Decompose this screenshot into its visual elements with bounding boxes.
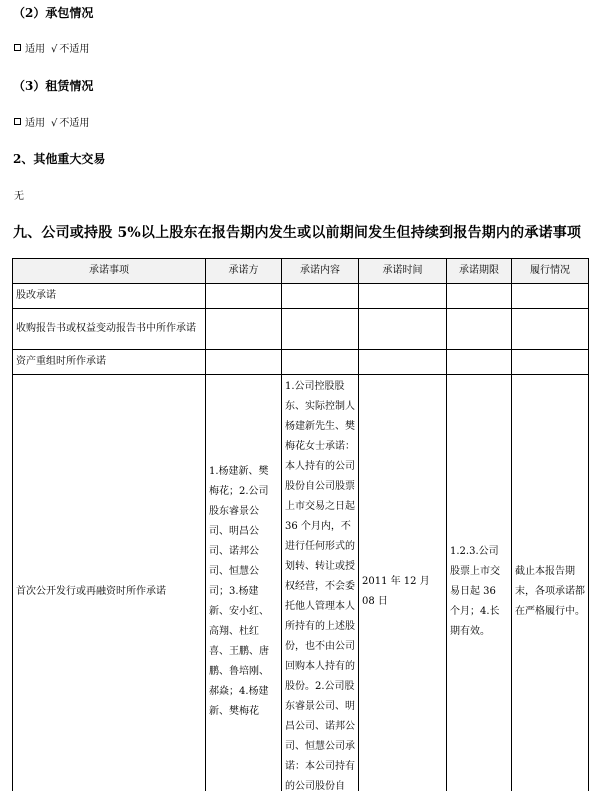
section-heading-other-transactions: 2、其他重大交易 <box>13 152 106 166</box>
unchecked-box-icon <box>14 44 21 51</box>
header-commitment-period: 承诺期限 <box>447 259 512 284</box>
row-content: 1.公司控股股东、实际控制人杨建新先生、樊梅花女士承诺：本人持有的公司股份自公司股票上市交易之日起 36 个月内，不进行任何形式的划转、转让或授权经营，不会委托他人管理本人所持有的上述股份，也不由公司回购本人持有的股份。2.公司股东睿景公司、明昌公司、诺邦公司、恒慧公司承诺：本公司持有的公司股份自 <box>282 375 359 791</box>
header-commitment-item: 承诺事项 <box>13 259 206 284</box>
option-applicable: 适用 <box>25 44 45 55</box>
empty-cell <box>359 309 447 350</box>
table-row <box>13 350 589 375</box>
option-not-applicable: 不适用 <box>59 44 90 55</box>
empty-cell <box>512 309 589 350</box>
empty-cell <box>206 309 282 350</box>
section-heading-contracting: （2）承包情况 <box>13 6 94 20</box>
row-time: 2011 年 12 月 08 日 <box>359 375 447 791</box>
row-party: 1.杨建新、樊梅花；2.公司股东睿景公司、明昌公司、诺邦公司、恒慧公司；3.杨建新、安小红、高翔、杜红喜、王鹏、唐鹏、鲁培刚、郝焱；4.杨建新、樊梅花 <box>206 375 282 791</box>
header-commitment-time: 承诺时间 <box>359 259 447 284</box>
empty-cell <box>447 350 512 375</box>
row-item: 首次公开发行或再融资时所作承诺 <box>13 375 206 791</box>
empty-cell <box>206 284 282 309</box>
table-row <box>13 375 589 791</box>
checkmark-icon: √ <box>51 118 58 129</box>
empty-cell <box>206 350 282 375</box>
empty-cell <box>359 284 447 309</box>
row-period: 1.2.3.公司股票上市交易日起 36 个月；4.长期有效。 <box>447 375 512 791</box>
row-status: 截止本报告期末，各项承诺都在严格履行中。 <box>512 375 589 791</box>
unchecked-box-icon <box>14 118 21 125</box>
header-commitment-content: 承诺内容 <box>282 259 359 284</box>
commitments-table <box>12 258 589 791</box>
row-item: 股改承诺 <box>13 284 206 309</box>
empty-cell <box>359 350 447 375</box>
other-transactions-text: 无 <box>14 191 24 202</box>
table-header-row <box>13 259 589 284</box>
section-heading-leasing: （3）租赁情况 <box>13 79 94 93</box>
option-applicable: 适用 <box>25 118 45 129</box>
row-item: 收购报告书或权益变动报告书中所作承诺 <box>13 309 206 350</box>
table-row <box>13 284 589 309</box>
empty-cell <box>282 309 359 350</box>
empty-cell <box>447 284 512 309</box>
option-not-applicable: 不适用 <box>59 118 90 129</box>
empty-cell <box>282 284 359 309</box>
empty-cell <box>512 350 589 375</box>
applicability-line-leasing <box>14 114 89 129</box>
empty-cell <box>512 284 589 309</box>
checkmark-icon: √ <box>51 44 58 55</box>
header-fulfillment-status: 履行情况 <box>512 259 589 284</box>
chapter-title: 九、公司或持股 5%以上股东在报告期内发生或以前期间发生但持续到报告期内的承诺事项 <box>13 225 582 241</box>
applicability-line-contracting <box>14 40 89 55</box>
empty-cell <box>282 350 359 375</box>
row-item: 资产重组时所作承诺 <box>13 350 206 375</box>
empty-cell <box>447 309 512 350</box>
header-committing-party: 承诺方 <box>206 259 282 284</box>
table-row <box>13 309 589 350</box>
